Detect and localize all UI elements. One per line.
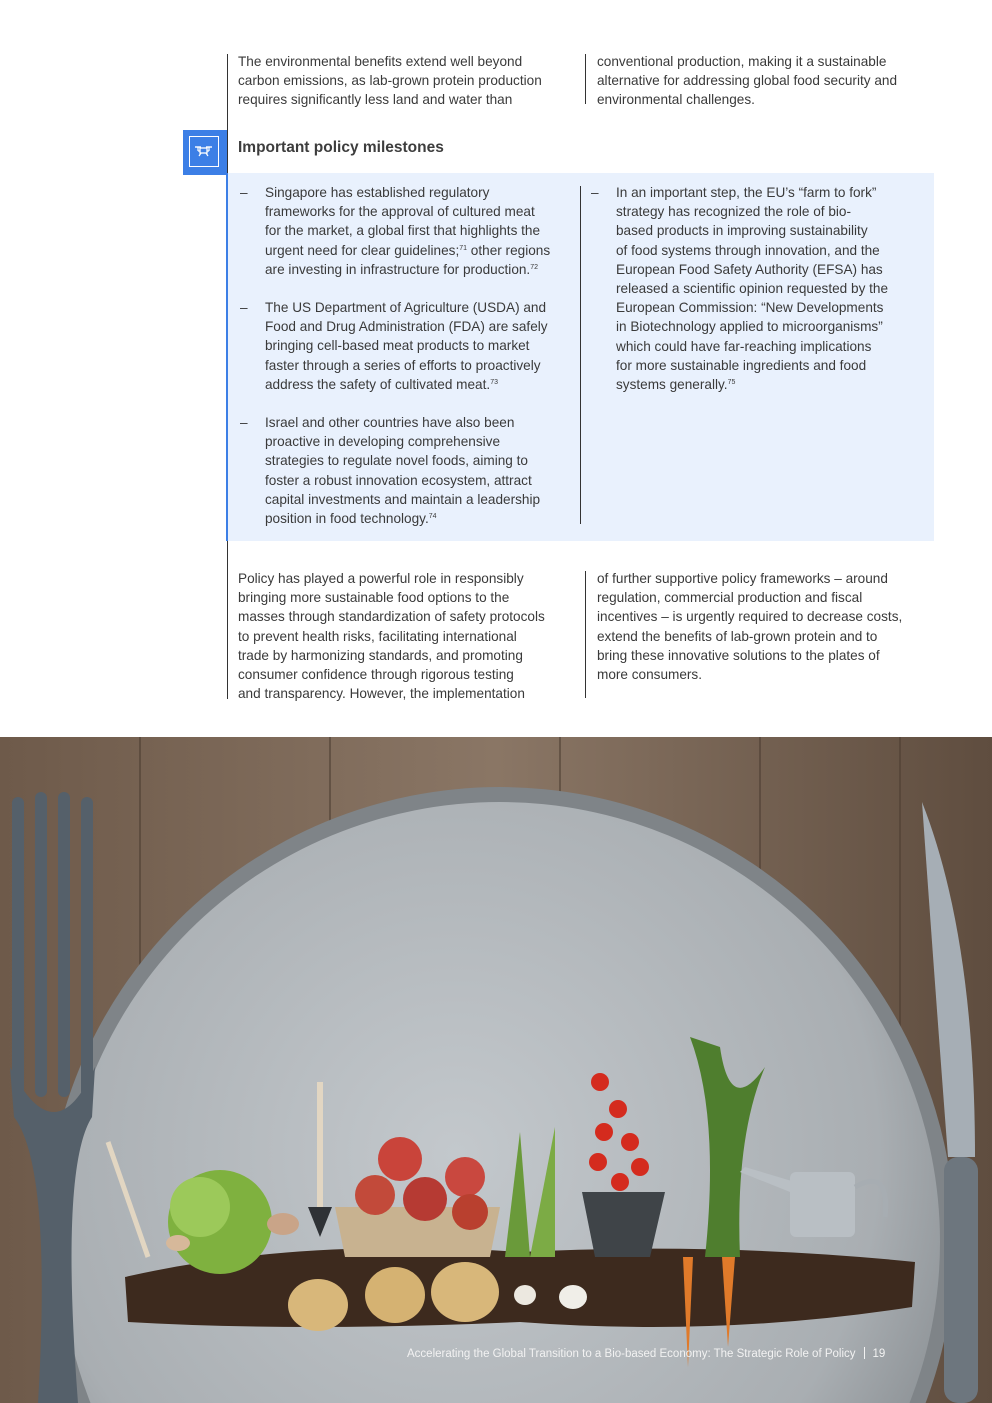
milestone-item-singapore [240, 183, 575, 283]
milestone-text: Singapore has established regulatory frameworks for the approval of cultured meat for the market, a global first that highlights the urgent need for clear guidelines;$^{71}$ other regions are investing in infrastructure for production.$^{72}$ [265, 185, 551, 277]
milestone-item-eu [591, 183, 931, 398]
bullet-dash: – [591, 185, 599, 200]
policy-paragraph-right: of further supportive policy frameworks – around regulation, commercial production and fiscal incentives – is urgently required to decrease costs, extend the benefits of lab-grown protein and to bring these innovative solutions to the plates of more consumers. [597, 571, 903, 683]
footnote-ref: 72 [530, 263, 539, 271]
footnote-ref: 74 [428, 513, 437, 521]
milestone-item-israel [240, 413, 575, 533]
bullet-dash: – [240, 415, 248, 430]
drone-icon [189, 136, 219, 167]
intro-left-rule [227, 54, 228, 174]
milestone-item-usda [240, 298, 575, 398]
section-icon-box [183, 130, 227, 175]
plate-photo [0, 737, 992, 1403]
page-footer [407, 1347, 885, 1360]
milestone-text: In an important step, the EU’s “farm to fork” strategy has recognized the role of bio- based products in improving sustainability of food systems through innovation, and the European Food Safety Authority (EFSA) has released a scientific opinion requested by the European Commission: “New Developments in Biotechnology applied to microorganisms” which could have far-reaching implications for more sustainable ingredients and food systems generally.$^{75}$ [616, 185, 889, 393]
footer-separator [864, 1347, 865, 1359]
policy-paragraph-left: Policy has played a powerful role in responsibly bringing more sustainable food options to the masses through standardization of safety protocols to prevent health risks, facilitating international trade by harmonizing standards, and promoting consumer confidence through rigorous testing and transparency. However, the implementation [238, 571, 545, 702]
bullet-dash: – [240, 185, 248, 200]
intro-column-divider [585, 54, 586, 104]
section-heading: Important policy milestones [238, 139, 444, 156]
footnote-ref: 71 [459, 244, 468, 252]
intro-paragraph-right: conventional production, making it a sustainable alternative for addressing global food security and environmental challenges. [597, 54, 897, 108]
footnote-ref: 75 [727, 379, 736, 387]
policy-column-divider [585, 571, 586, 698]
milestone-text: Israel and other countries have also been proactive in developing comprehensive strategies to regulate novel foods, aiming to foster a robust innovation ecosystem, attract capital investments and maintain a leadership position in food technology.$^{74}$ [265, 415, 541, 527]
policy-left-rule [227, 541, 228, 699]
milestones-panel-accent [226, 173, 228, 541]
milestones-column-divider [580, 186, 581, 524]
footnote-ref: 73 [490, 378, 498, 386]
milestone-text: The US Department of Agriculture (USDA) and Food and Drug Administration (FDA) are safely bringing cell-based meat products to market faster through a series of efforts to proactively address the safety of cultivated meat.$^{73}$ [265, 300, 548, 392]
intro-paragraph-left: The environmental benefits extend well beyond carbon emissions, as lab-grown protein production requires significantly less land and water than [238, 54, 542, 108]
footer-title: Accelerating the Global Transition to a Bio-based Economy: The Strategic Role of Policy [407, 1348, 856, 1360]
bullet-dash: – [240, 300, 248, 315]
page-number: 19 [872, 1348, 886, 1360]
